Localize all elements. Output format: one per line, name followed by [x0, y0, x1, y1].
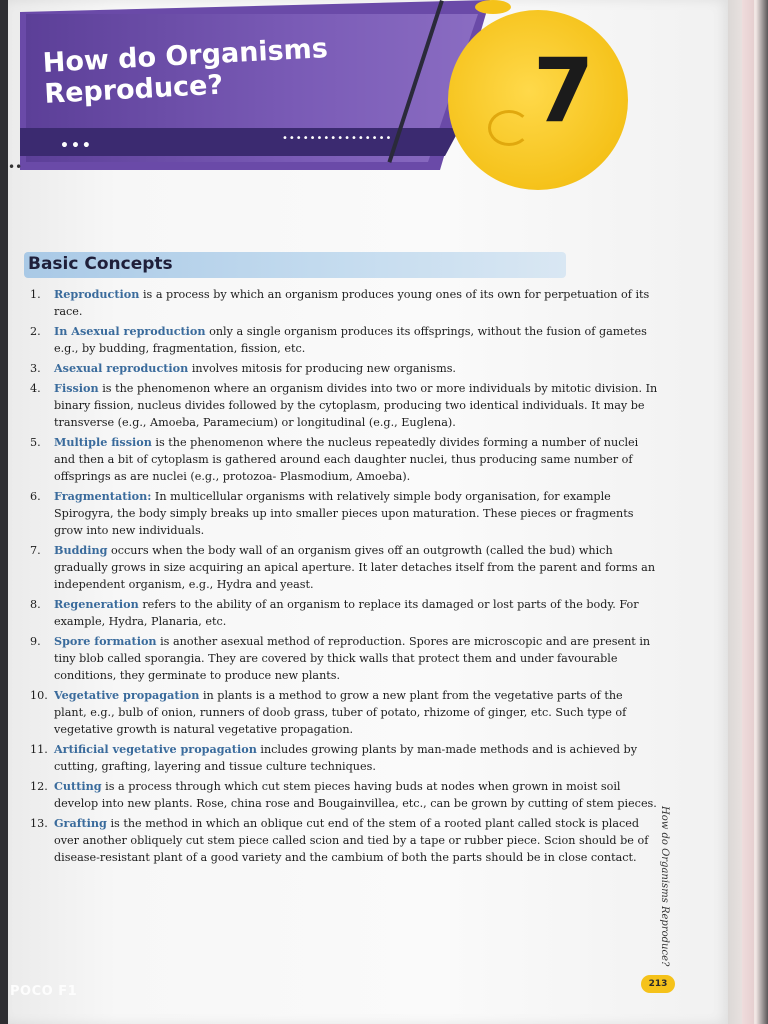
list-item — [30, 360, 658, 377]
list-item-term: Multiple fission — [54, 435, 152, 449]
running-head: How do Organisms Reproduce? — [659, 806, 670, 967]
list-item-text: In multicellular organisms with relatively simple body organisation, for example Spirogyra, the body simply breaks up into smaller pieces upon maturation. These pieces or fragments grow into new individuals. — [54, 490, 634, 537]
list-item-number: 8. — [30, 598, 41, 611]
swirl-decoration — [488, 110, 530, 146]
camera-watermark: POCO F1 — [10, 984, 78, 999]
list-item — [30, 815, 658, 866]
list-item — [30, 741, 658, 775]
list-item-text: only a single organism produces its offsprings, without the fusion of gametes e.g., by budding, fragmentation, fission, etc. — [54, 325, 647, 355]
list-item-term: Regeneration — [54, 597, 139, 611]
list-item-text: is the phenomenon where the nucleus repeatedly divides forming a number of nuclei and then a bit of cytoplasm is gathered around each daughter nuclei, thus producing same number of offsprings as are nuclei (e.g., protozoa- Plasmodium, Amoeba). — [54, 436, 639, 483]
list-item-number: 9. — [30, 635, 41, 648]
list-item-term: Asexual reproduction — [54, 361, 189, 375]
list-item-number: 2. — [30, 325, 41, 338]
list-item-text: is another asexual method of reproduction. Spores are microscopic and are present in tiny blob called sporangia. They are covered by thick walls that protect them and under favourable conditions, they germinate to produce new plants. — [54, 635, 651, 682]
circle-accent — [475, 0, 511, 14]
concepts-list — [30, 286, 658, 869]
list-item — [30, 286, 658, 320]
list-item-text: occurs when the body wall of an organism gives off an outgrowth (called the bud) which gradually grows in size acquiring an apical aperture. It later detaches itself from the parent and forms an independent organism, e.g., Hydra and yeast. — [54, 544, 656, 591]
list-item-number: 13. — [30, 817, 48, 830]
list-item-term: Artificial vegetative propagation — [54, 742, 257, 756]
list-item-text: is the phenomenon where an organism divides into two or more individuals by mitotic division. In binary fission, nucleus divides followed by the cytoplasm, producing two identical individuals. It may be transverse (e.g., Amoeba, Paramecium) or longitudinal (e.g., Euglena). — [54, 382, 658, 429]
chapter-number: 7 — [533, 39, 595, 142]
chapter-title-line1: How do Organisms — [42, 33, 329, 79]
list-item-number: 4. — [30, 382, 41, 395]
list-item-number: 5. — [30, 436, 41, 449]
list-item — [30, 323, 658, 357]
list-item — [30, 778, 658, 812]
page-edge-strip — [742, 0, 754, 1024]
list-item-text: includes growing plants by man-made methods and is achieved by cutting, grafting, layering and tissue culture techniques. — [54, 743, 638, 773]
left-dots: •• — [8, 160, 23, 174]
list-item-text: involves mitosis for producing new organisms. — [188, 362, 456, 375]
list-item — [30, 488, 658, 539]
list-item — [30, 596, 658, 630]
list-item-term: Vegetative propagation — [54, 688, 200, 702]
list-item-term: Budding — [54, 543, 108, 557]
list-item-term: Reproduction — [54, 287, 140, 301]
list-item — [30, 380, 658, 431]
list-item — [30, 542, 658, 593]
list-item-number: 11. — [30, 743, 48, 756]
list-item-text: is a process by which an organism produces young ones of its own for perpetuation of its race. — [54, 288, 650, 318]
list-item-text: is a process through which cut stem pieces having buds at nodes when grown in moist soil develop into new plants. Rose, china rose and Bougainvillea, etc., can be grown by cutting of stem pieces. — [54, 780, 657, 810]
list-item-number: 3. — [30, 362, 41, 375]
list-item-term: Grafting — [54, 816, 107, 830]
list-item-term: In Asexual reproduction — [54, 324, 206, 338]
list-item-number: 7. — [30, 544, 41, 557]
list-item-term: Spore formation — [54, 634, 157, 648]
list-item — [30, 633, 658, 684]
list-item — [30, 687, 658, 738]
list-item-number: 6. — [30, 490, 41, 503]
list-item-term: Cutting — [54, 779, 102, 793]
list-item-number: 12. — [30, 780, 48, 793]
list-item-number: 1. — [30, 288, 41, 301]
section-title: Basic Concepts — [28, 254, 173, 274]
list-item-text: refers to the ability of an organism to replace its damaged or lost parts of the body. For example, Hydra, Planaria, etc. — [54, 598, 639, 628]
banner-dots-right: •••••••••••••••• — [282, 133, 393, 144]
chapter-title-line2: Reproduce? — [43, 69, 224, 110]
list-item-term: Fragmentation: — [54, 489, 152, 503]
list-item — [30, 434, 658, 485]
list-item-number: 10. — [30, 689, 48, 702]
banner-dots: ••• — [60, 138, 93, 154]
list-item-term: Fission — [54, 381, 99, 395]
list-item-text: is the method in which an oblique cut end of the stem of a rooted plant called stock is placed over another obliquely cut stem piece called scion and tied by a tape or rubber piece. Scion should be of disease-resistant plant of a good variety and the cambium of both the parts should be in close contact. — [54, 817, 649, 864]
page-number: 213 — [641, 975, 675, 993]
list-item-text: in plants is a method to grow a new plant from the vegetative parts of the plant, e.g., bulb of onion, runners of doob grass, tuber of potato, rhizome of ginger, etc. Such type of vegetative growth is natural vegetative propagation. — [54, 689, 627, 736]
